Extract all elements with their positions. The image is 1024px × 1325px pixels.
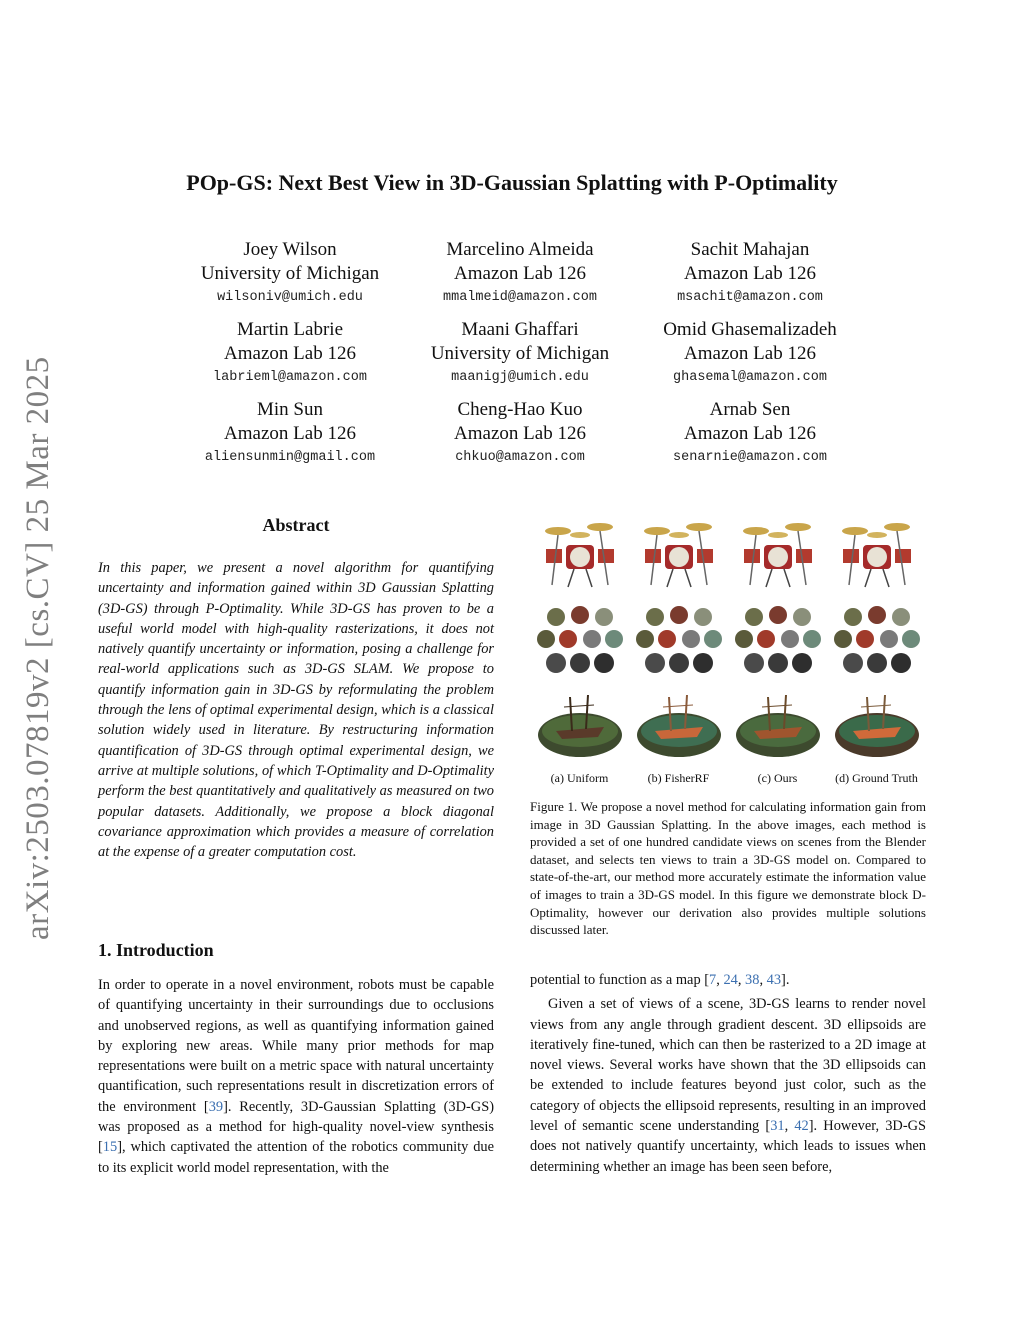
- author-affiliation: Amazon Lab 126: [454, 263, 586, 284]
- author-entry: [160, 398, 420, 478]
- author-row: [160, 398, 880, 478]
- abstract-body: In this paper, we present a novel algorithm for quantifying uncertainty and information gained within 3D Gaussian Splatting (3D-GS) through P-Optimality. While 3D-GS has proven to be a useful world model with high-quality rasterizations, it does not natively quantify uncertainty or information, posing a challenge for real-world applications such as 3D-GS SLAM. We propose to quantify information gain in 3D-GS by reformulating the problem through the lens of optimal experimental design, which is a classical solution widely used in literature. By restructuring information quantification of 3D-GS through optimal experimental design, we arrive at multiple solutions, of which T-Optimality and D-Optimality perform the best quantitatively and qualitatively as measured on two popular datasets. Additionally, we propose a block diagonal covariance approximation which provides a measure of correlation at the expense of a greater computation cost.: [98, 560, 494, 861]
- figure-1: [530, 515, 926, 786]
- body-text: ]. However, 3D-GS does not natively quantify uncertainty, which leads to issues when determining whether an image has been seen before,: [530, 1118, 927, 1175]
- body-text: potential to function as a map [: [530, 972, 710, 988]
- figure-image-materials-fisherrf: [629, 601, 728, 679]
- introduction-left-column: [98, 975, 494, 1178]
- author-entry: [420, 398, 620, 478]
- body-text: ].: [781, 972, 790, 988]
- author-affiliation: Amazon Lab 126: [684, 343, 816, 364]
- author-affiliation: Amazon Lab 126: [224, 423, 356, 444]
- author-entry: [420, 238, 620, 318]
- author-email[interactable]: mmalmeid@amazon.com: [443, 290, 597, 305]
- abstract-section: [98, 515, 494, 862]
- author-email[interactable]: ghasemal@amazon.com: [673, 370, 827, 385]
- author-affiliation: Amazon Lab 126: [684, 263, 816, 284]
- separator: ,: [759, 972, 767, 988]
- author-email[interactable]: msachit@amazon.com: [677, 290, 823, 305]
- separator: ,: [737, 972, 746, 988]
- citation-link[interactable]: 24: [723, 972, 738, 988]
- author-affiliation: University of Michigan: [430, 343, 610, 364]
- body-text: ], which captivated the attention of the robotics community due to its explicit world model representation, with the: [98, 1139, 494, 1176]
- citation-link[interactable]: 31: [770, 1118, 785, 1135]
- figure-subfigure-labels: [530, 771, 926, 786]
- body-text: In order to operate in a novel environment, robots must be capable of quantifying uncertainty in their surroundings due to occlusions and unobserved regions, as well as quantifying information gained by exploring new areas. While many prior methods for map representations were built on a metric space with natural uncertainty quantification, such representations result in discretization errors of the environment [: [98, 977, 494, 1115]
- subfigure-label: (b) FisherRF: [647, 771, 710, 785]
- separator: ,: [716, 972, 724, 988]
- paragraph: [530, 994, 926, 1177]
- author-email[interactable]: senarnie@amazon.com: [673, 450, 827, 465]
- separator: ,: [784, 1118, 795, 1135]
- author-email[interactable]: aliensunmin@gmail.com: [204, 450, 376, 465]
- figure-image-materials-ground-truth: [827, 601, 926, 679]
- author-name: Min Sun: [257, 399, 323, 420]
- figure-image-ship-fisherrf: [629, 687, 728, 765]
- subfigure-label: (c) Ours: [757, 771, 798, 785]
- author-name: Martin Labrie: [236, 319, 344, 340]
- citation-link[interactable]: 39: [208, 1098, 224, 1115]
- author-email[interactable]: maanigj@umich.edu: [451, 370, 589, 385]
- author-affiliation: University of Michigan: [200, 263, 380, 284]
- figure-image-materials-uniform: [530, 601, 629, 679]
- author-entry: [620, 398, 880, 478]
- author-name: Cheng-Hao Kuo: [457, 399, 583, 420]
- citation-link[interactable]: 38: [745, 972, 760, 988]
- figure-caption: Figure 1. We propose a novel method for calculating information gain from image in 3D Gaussian Splatting. In the above images, each method is provided a set of one hundred candidate views on scenes from the Blender dataset, and selects ten views to train a 3D-GS model on. Compared to state-of-the-art, our method more accurately estimate the information value of images to train a 3D-GS model. In this figure we demonstrate block D-Optimality, however our derivation also provides multiple solutions discussed later.: [530, 799, 926, 938]
- figure-image-drums-uniform: [530, 515, 629, 593]
- figure-image-ship-ours: [728, 687, 827, 765]
- author-name: Sachit Mahajan: [690, 239, 810, 260]
- abstract-heading: Abstract: [262, 515, 330, 535]
- author-entry: [160, 318, 420, 398]
- figure-image-drums-fisherrf: [629, 515, 728, 593]
- author-row: [160, 238, 880, 318]
- author-row: [160, 318, 880, 398]
- author-email[interactable]: chkuo@amazon.com: [455, 450, 585, 465]
- author-affiliation: Amazon Lab 126: [684, 423, 816, 444]
- paper-title: POp-GS: Next Best View in 3D-Gaussian Splatting with P-Optimality: [186, 170, 838, 195]
- subfigure-label: (a) Uniform: [550, 771, 609, 785]
- arxiv-identifier: arXiv:2503.07819v2 [cs.CV] 25 Mar 2025: [20, 356, 56, 940]
- author-affiliation: Amazon Lab 126: [454, 423, 586, 444]
- author-entry: [160, 238, 420, 318]
- body-text: Given a set of views of a scene, 3D-GS learns to render novel views from any angle through gradient descent. 3D ellipsoids are iteratively fine-tuned, which can then be rasterized to a 2D image at novel views. Several works have shown that the 3D ellipsoids can be extended to include features beyond just color, such as the category of objects the ellipsoid represents, resulting in an improved level of semantic scene understanding [: [530, 996, 926, 1135]
- author-name: Arnab Sen: [709, 399, 791, 420]
- introduction-right-column: [530, 970, 926, 1181]
- subfigure-label: (d) Ground Truth: [835, 771, 918, 785]
- figure-image-ship-uniform: [530, 687, 629, 765]
- author-entry: [420, 318, 620, 398]
- citation-link[interactable]: 42: [794, 1118, 809, 1135]
- author-entry: [620, 238, 880, 318]
- author-entry: [620, 318, 880, 398]
- figure-image-ship-ground-truth: [827, 687, 926, 765]
- author-name: Joey Wilson: [243, 239, 337, 260]
- citation-link[interactable]: 15: [102, 1139, 118, 1156]
- section-heading-introduction: 1. Introduction: [98, 940, 214, 960]
- figure-image-grid: [530, 515, 926, 765]
- author-name: Marcelino Almeida: [446, 239, 594, 260]
- figure-image-drums-ours: [728, 515, 827, 593]
- paragraph: [530, 970, 926, 990]
- citation-link[interactable]: 43: [766, 972, 782, 988]
- figure-image-drums-ground-truth: [827, 515, 926, 593]
- author-block: [160, 238, 880, 478]
- citation-link[interactable]: 7: [709, 972, 717, 988]
- author-email[interactable]: labrieml@amazon.com: [213, 370, 367, 385]
- figure-image-materials-ours: [728, 601, 827, 679]
- author-affiliation: Amazon Lab 126: [224, 343, 356, 364]
- body-text: ]. Recently, 3D-Gaussian Splatting (3D-GS) was proposed as a method for high-quality novel-view synthesis [: [98, 1098, 494, 1156]
- author-email[interactable]: wilsoniv@umich.edu: [217, 290, 363, 305]
- author-name: Maani Ghaffari: [461, 319, 579, 340]
- author-name: Omid Ghasemalizadeh: [663, 319, 837, 340]
